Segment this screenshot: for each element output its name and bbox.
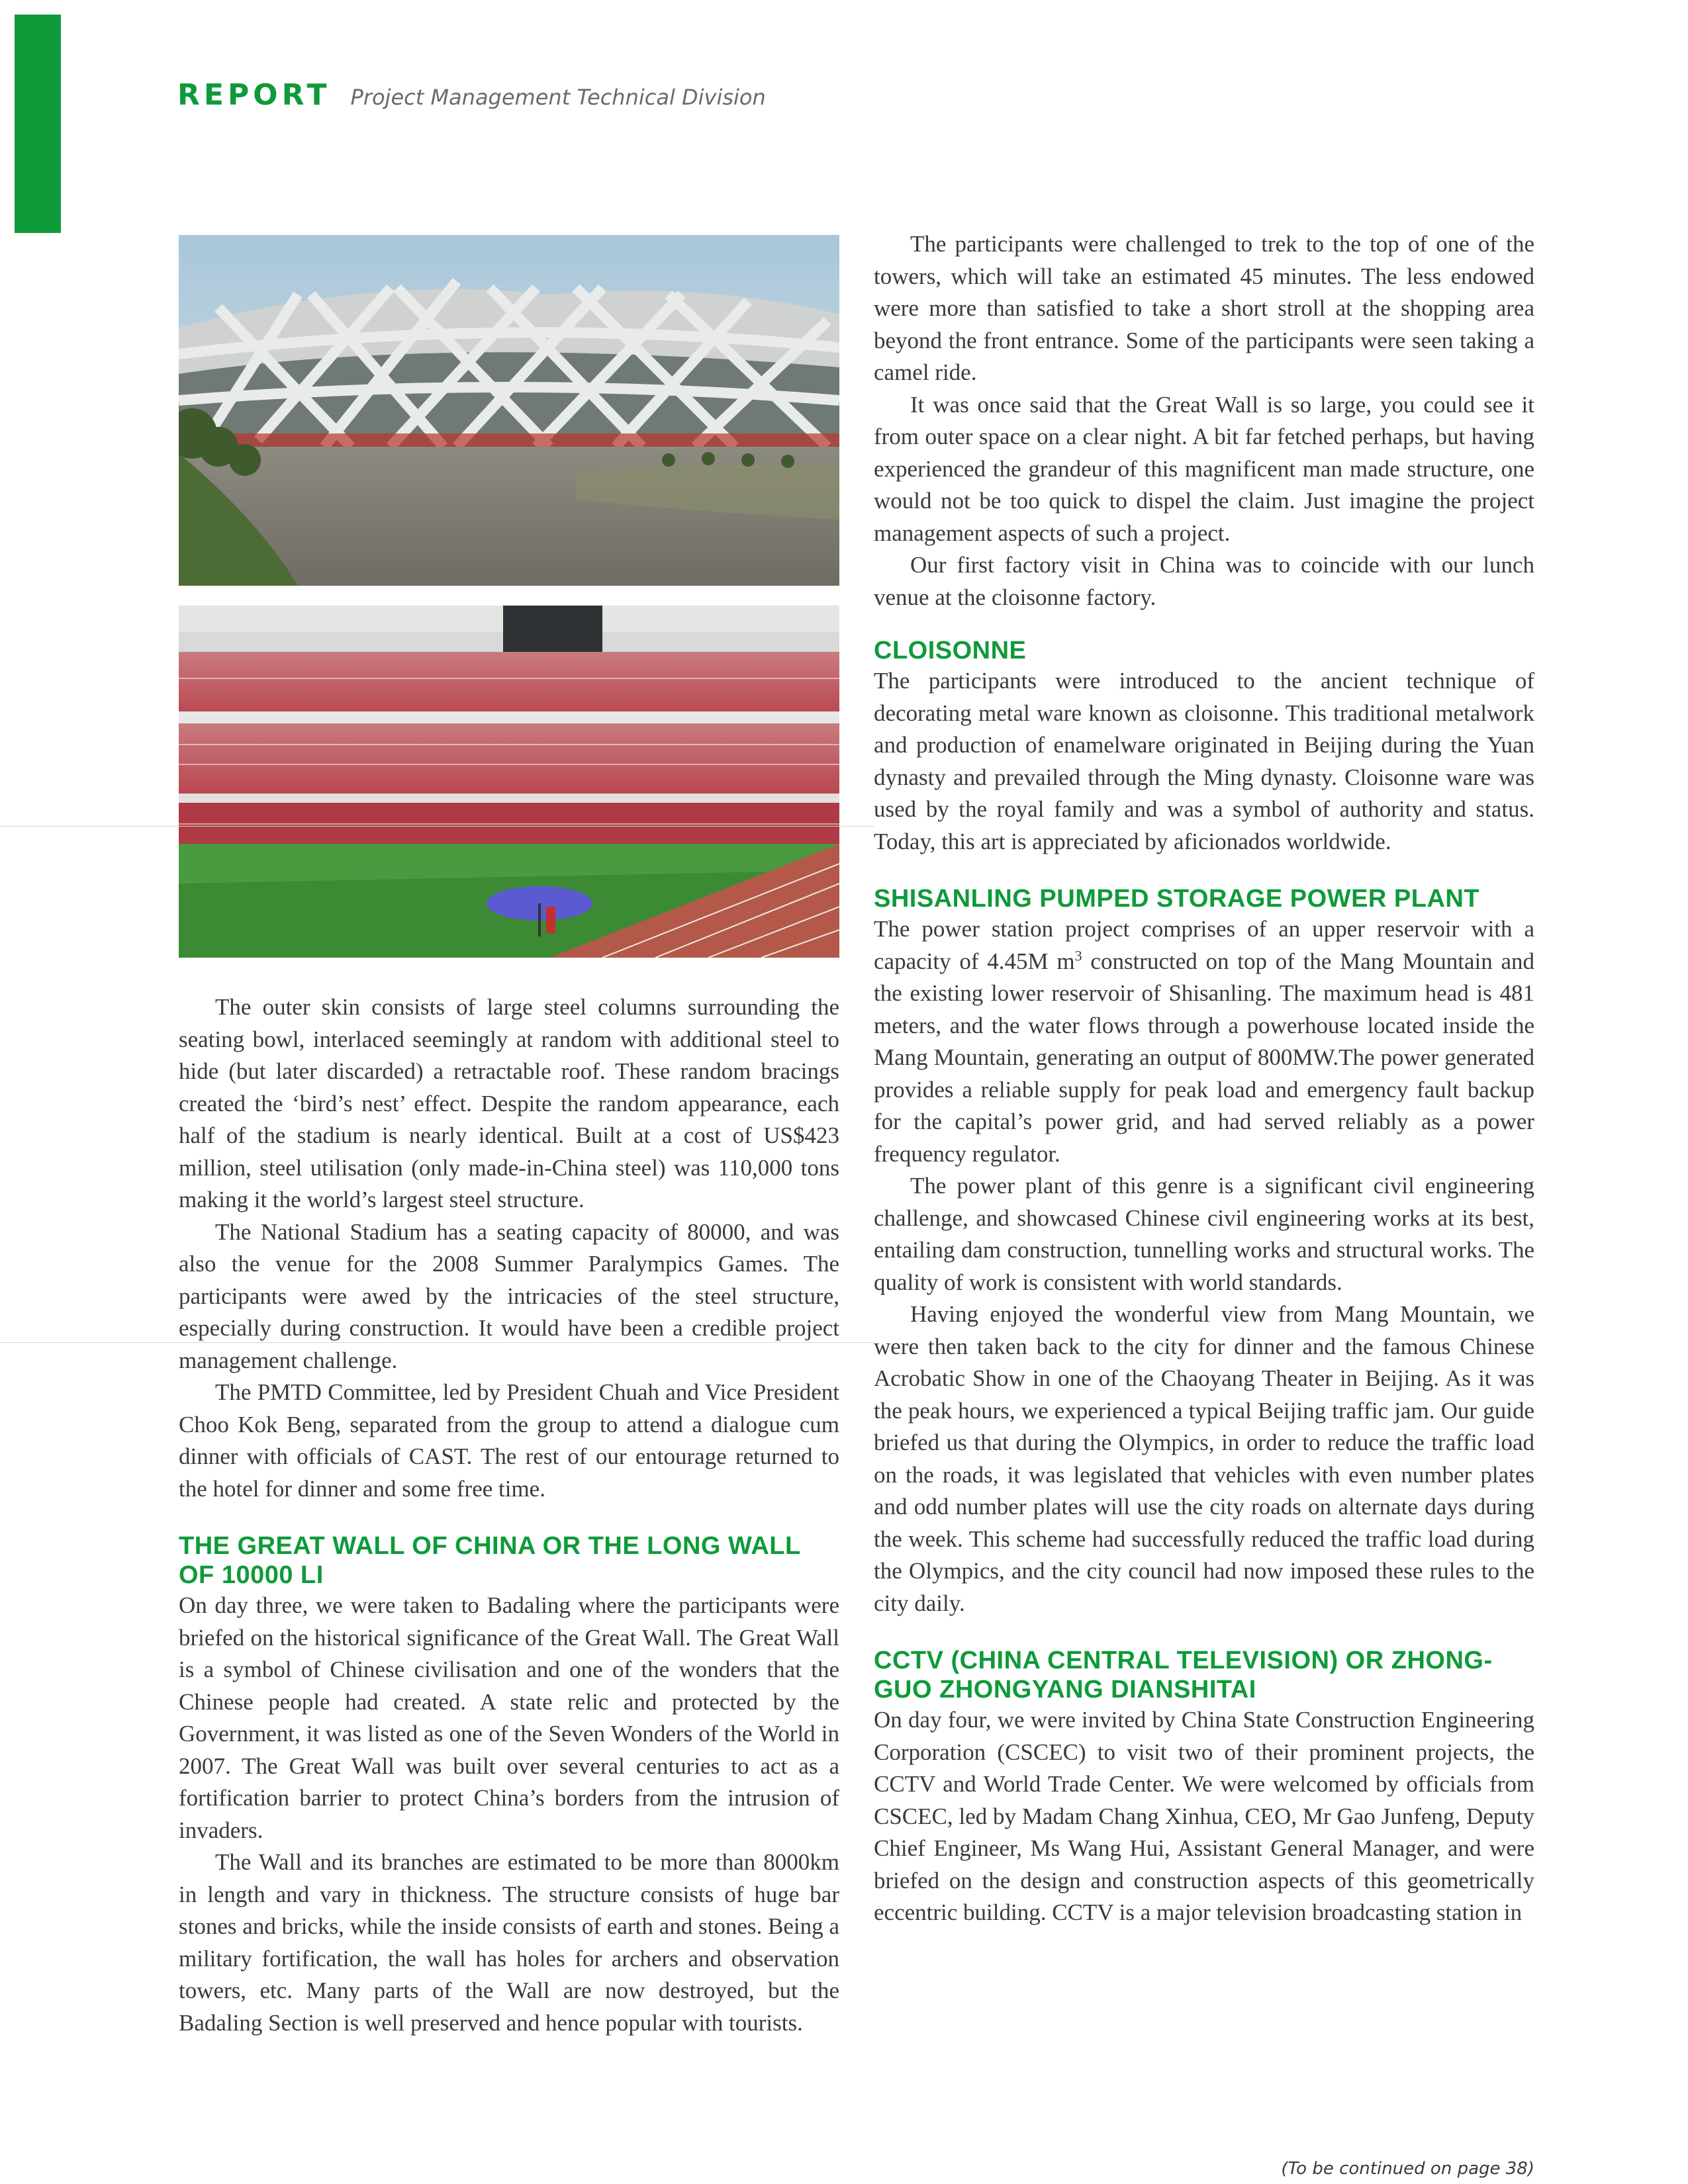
paragraph: The National Stadium has a seating capacity of 80000, and was also the venue for the 2008 Summer Paralympics Games. The participants were awed by the intricacies of the steel structure, especially during construction. It would have been a credible project management challenge. <box>179 1218 839 1373</box>
section-heading-cloisonne: CLOISONNE <box>874 637 1027 664</box>
paragraph: Having enjoyed the wonderful view from Mang Mountain, we were then taken back to the city for dinner and the famous Chinese Acrobatic Show in one of the Chaoyang Theater in Beijing. As it was the peak hours, we experienced a typical Beijing traffic jam. Our guide briefed us that during the Olympics, in order to reduce the traffic load on the roads, it was legislated that vehicles with even number plates and odd number plates will use the city roads on alternate days during the week. This scheme had successfully reduced the traffic load during the Olympics, and the city council had now imposed these rules to the city daily. <box>874 1301 1534 1616</box>
scan-line <box>0 826 874 827</box>
text-run: constructed on top of the Mang Mountain and the existing lower reservoir of Shisanling. The maximum head is 481 meters, and the water flows through a powerhouse located inside the Mang Mountain, generating an output of 800MW.The power generated provides a reliable supply for peak load and emergency fault backup for the capital’s power grid, and had served reliably as a power frequency regulator. <box>874 948 1535 1167</box>
paragraph: The outer skin consists of large steel columns surrounding the seating bowl, interlaced seemingly at random with additional steel to hide (but later discarded) a retractable roof. These random bracings created the ‘bird’s nest’ effect. Despite the random appearance, each half of the stadium is nearly identical. Built at a cost of US$423 million, steel utilisation (only made-in-China steel) was 110,000 tons making it the world’s largest steel structure. <box>179 994 839 1212</box>
page-header <box>177 78 766 118</box>
paragraph: The PMTD Committee, led by President Chuah and Vice President Choo Kok Beng, separated from the group to attend a dialogue cum dinner with officials of CAST. The rest of our entourage returned to the hotel for dinner and some free time. <box>179 1379 839 1502</box>
birds-nest-exterior-photo <box>179 235 839 586</box>
stadium-interior-icon <box>179 606 839 958</box>
right-column <box>874 228 1534 1929</box>
continued-note: (To be continued on page 38) <box>1281 2159 1534 2179</box>
paragraph <box>874 913 1534 1170</box>
section-heading-shisanling: SHISANLING PUMPED STORAGE POWER PLANT <box>874 885 1480 913</box>
paragraph: The power plant of this genre is a significant civil engineering challenge, and showcased Chinese civil engineering works at its best, entailing dam construction, tunnelling works and structural works. The quality of work is consistent with world standards. <box>874 1173 1534 1295</box>
scan-line <box>0 1342 874 1343</box>
paragraph: On day four, we were invited by China State Construction Engineering Corporation (CSCEC) to visit two of their prominent projects, the CCTV and World Trade Center. We were welcomed by officials from CSCEC, led by Madam Chang Xinhua, CEO, Mr Gao Junfeng, Deputy Chief Engineer, Ms Wang Hui, Assistant General Manager, and were briefed on the design and construction aspects of this geometrically eccentric building. CCTV is a major television broadcasting station in <box>874 1707 1534 1925</box>
paragraph: It was once said that the Great Wall is so large, you could see it from outer space on a clear night. A bit far fetched perhaps, but having experienced the grandeur of this magnificent man made structure, one would not be too quick to dispel the claim. Just imagine the project management aspects of such a project. <box>874 391 1534 546</box>
paragraph: The participants were challenged to trek to the top of one of the towers, which will take an estimated 45 minutes. The less endowed were more than satisfied to take a short stroll at the shopping area beyond the front entrance. Some of the participants were seen taking a camel ride. <box>874 231 1534 385</box>
paragraph: The Wall and its branches are estimated to be more than 8000km in length and vary in thickness. The structure consists of huge bar stones and bricks, while the inside consists of earth and stones. Being a military fortification, the wall has holes for archers and observation towers, etc. Many parts of the Wall are now destroyed, but the Badaling Section is well preserved and hence popular with tourists. <box>179 1849 839 2036</box>
stadium-exterior-icon <box>179 235 839 586</box>
division-label: Project Management Technical Division <box>350 85 766 110</box>
paragraph: The participants were introduced to the ancient technique of decorating metal ware known as cloisonne. This traditional metalwork and production of enamelware originated in Beijing during the Yuan dynasty and prevailed through the Ming dynasty. Cloisonne ware was used by the royal family and was a symbol of authority and status. Today, this art is appreciated by aficionados worldwide. <box>874 668 1534 854</box>
left-column <box>179 991 839 2039</box>
section-heading-great-wall: THE GREAT WALL OF CHINA OR THE LONG WALL OF 10000 LI <box>179 1532 800 1589</box>
birds-nest-interior-photo <box>179 606 839 958</box>
report-label: REPORT <box>177 78 331 112</box>
green-accent-bar <box>15 15 61 233</box>
section-heading-cctv: CCTV (CHINA CENTRAL TELEVISION) OR ZHONG-GUO ZHONGYANG DIANSHITAI <box>874 1647 1493 1704</box>
superscript: 3 <box>1074 946 1082 964</box>
paragraph: Our first factory visit in China was to coincide with our lunch venue at the cloisonne factory. <box>874 552 1534 610</box>
paragraph: On day three, we were taken to Badaling where the participants were briefed on the historical significance of the Great Wall. The Great Wall is a symbol of Chinese civilisation and one of the wonders that the Chinese people had created. A state relic and protected by the Government, it was listed as one of the Seven Wonders of the World in 2007. The Great Wall was built over several centuries to act as a fortification barrier to protect China’s borders from the intrusion of invaders. <box>179 1592 839 1843</box>
text-run: The power station project comprises of an upper reservoir with a capacity of 4.45M m <box>874 916 1534 974</box>
